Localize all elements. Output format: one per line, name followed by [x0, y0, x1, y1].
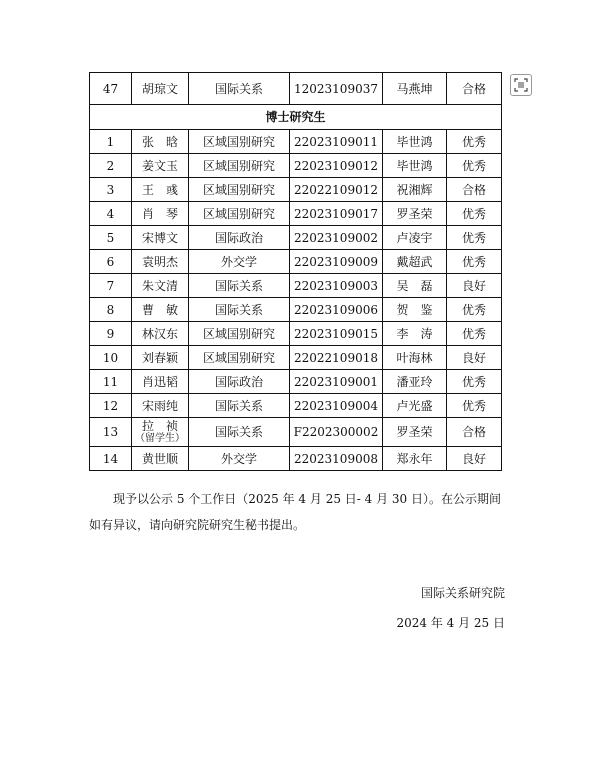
table-row	[90, 250, 502, 274]
cell-advisor: 罗圣荣	[383, 202, 447, 226]
cell-id: 22022109018	[290, 346, 383, 370]
cell-major: 区域国别研究	[189, 202, 290, 226]
table-row	[90, 154, 502, 178]
cell-no: 14	[90, 447, 132, 471]
cell-grade: 合格	[447, 418, 502, 447]
cell-major: 国际关系	[189, 394, 290, 418]
cell-id: 22023109001	[290, 370, 383, 394]
cell-major: 外交学	[189, 250, 290, 274]
cell-no: 6	[90, 250, 132, 274]
cell-grade: 优秀	[447, 394, 502, 418]
cell-grade: 优秀	[447, 154, 502, 178]
table-row	[90, 298, 502, 322]
cell-grade: 优秀	[447, 322, 502, 346]
cell-major: 国际关系	[189, 73, 290, 105]
table-row	[90, 202, 502, 226]
table-row	[90, 346, 502, 370]
cell-advisor: 毕世鸿	[383, 130, 447, 154]
cell-major: 区域国别研究	[189, 178, 290, 202]
student-name: 拉 祯	[141, 419, 178, 433]
table-row	[90, 178, 502, 202]
table-row	[90, 394, 502, 418]
cell-no: 12	[90, 394, 132, 418]
cell-no: 5	[90, 226, 132, 250]
cell-grade: 优秀	[447, 202, 502, 226]
cell-grade: 优秀	[447, 226, 502, 250]
cell-name: 林汉东	[132, 322, 189, 346]
cell-id: 22023109011	[290, 130, 383, 154]
cell-major: 区域国别研究	[189, 346, 290, 370]
table-row	[90, 274, 502, 298]
cell-advisor: 毕世鸿	[383, 154, 447, 178]
table-row	[90, 226, 502, 250]
cell-name: 袁明杰	[132, 250, 189, 274]
cell-id: 22023109003	[290, 274, 383, 298]
table-row	[90, 370, 502, 394]
cell-grade: 良好	[447, 346, 502, 370]
cell-grade: 优秀	[447, 298, 502, 322]
cell-no: 7	[90, 274, 132, 298]
table-row	[90, 322, 502, 346]
cell-name: 曹 敏	[132, 298, 189, 322]
section-title: 博士研究生	[90, 105, 502, 130]
cell-advisor: 罗圣荣	[383, 418, 447, 447]
cell-name: 胡琼文	[132, 73, 189, 105]
cell-name: 宋博文	[132, 226, 189, 250]
cell-advisor: 郑永年	[383, 447, 447, 471]
cell-no: 4	[90, 202, 132, 226]
cell-name: 王 彧	[132, 178, 189, 202]
cell-major: 区域国别研究	[189, 130, 290, 154]
scan-text-icon[interactable]	[510, 74, 532, 96]
cell-name	[132, 418, 189, 447]
cell-grade: 优秀	[447, 130, 502, 154]
cell-no: 13	[90, 418, 132, 447]
notice-paragraph: 现予以公示 5 个工作日（2025 年 4 月 25 日- 4 月 30 日）。在公示期间如有异议，请向研究院研究生秘书提出。	[89, 492, 501, 532]
cell-major: 国际关系	[189, 418, 290, 447]
cell-advisor: 吴 磊	[383, 274, 447, 298]
cell-advisor: 卢光盛	[383, 394, 447, 418]
cell-advisor: 马燕坤	[383, 73, 447, 105]
cell-id: 22022109012	[290, 178, 383, 202]
cell-advisor: 叶海林	[383, 346, 447, 370]
cell-id: 22023109008	[290, 447, 383, 471]
cell-major: 区域国别研究	[189, 322, 290, 346]
cell-id: 22023109015	[290, 322, 383, 346]
cell-name: 朱文清	[132, 274, 189, 298]
cell-id: 22023109004	[290, 394, 383, 418]
cell-name: 张 晗	[132, 130, 189, 154]
cell-no: 2	[90, 154, 132, 178]
cell-no: 9	[90, 322, 132, 346]
cell-name: 宋雨纯	[132, 394, 189, 418]
cell-name: 姜文玉	[132, 154, 189, 178]
table-row	[90, 447, 502, 471]
cell-grade: 合格	[447, 73, 502, 105]
cell-advisor: 戴超武	[383, 250, 447, 274]
table-row	[90, 130, 502, 154]
cell-grade: 合格	[447, 178, 502, 202]
cell-no: 8	[90, 298, 132, 322]
cell-major: 外交学	[189, 447, 290, 471]
cell-id: 22023109009	[290, 250, 383, 274]
cell-id: 22023109006	[290, 298, 383, 322]
cell-advisor: 祝湘辉	[383, 178, 447, 202]
cell-grade: 良好	[447, 274, 502, 298]
table-row	[90, 418, 502, 447]
cell-grade: 良好	[447, 447, 502, 471]
cell-major: 国际政治	[189, 370, 290, 394]
cell-advisor: 李 涛	[383, 322, 447, 346]
cell-id: 12023109037	[290, 73, 383, 105]
cell-no: 3	[90, 178, 132, 202]
cell-major: 区域国别研究	[189, 154, 290, 178]
cell-no: 1	[90, 130, 132, 154]
cell-no: 11	[90, 370, 132, 394]
results-table	[89, 72, 502, 471]
cell-id: 22023109002	[290, 226, 383, 250]
cell-name: 刘春颖	[132, 346, 189, 370]
cell-major: 国际政治	[189, 226, 290, 250]
international-student-note: （留学生）	[135, 433, 185, 444]
signature-date: 2024 年 4 月 25 日	[396, 616, 505, 630]
cell-id: F2202300002	[290, 418, 383, 447]
table-row	[90, 73, 502, 105]
cell-name: 肖迅韬	[132, 370, 189, 394]
cell-no: 47	[90, 73, 132, 105]
cell-name: 肖 琴	[132, 202, 189, 226]
cell-major: 国际关系	[189, 274, 290, 298]
cell-id: 22023109012	[290, 154, 383, 178]
cell-no: 10	[90, 346, 132, 370]
cell-id: 22023109017	[290, 202, 383, 226]
signature-organization: 国际关系研究院	[420, 586, 505, 600]
cell-advisor: 卢凌宇	[383, 226, 447, 250]
cell-name: 黄世顺	[132, 447, 189, 471]
cell-advisor: 潘亚玲	[383, 370, 447, 394]
cell-grade: 优秀	[447, 250, 502, 274]
cell-advisor: 贺 鉴	[383, 298, 447, 322]
cell-grade: 优秀	[447, 370, 502, 394]
cell-major: 国际关系	[189, 298, 290, 322]
section-header-row	[90, 105, 502, 130]
